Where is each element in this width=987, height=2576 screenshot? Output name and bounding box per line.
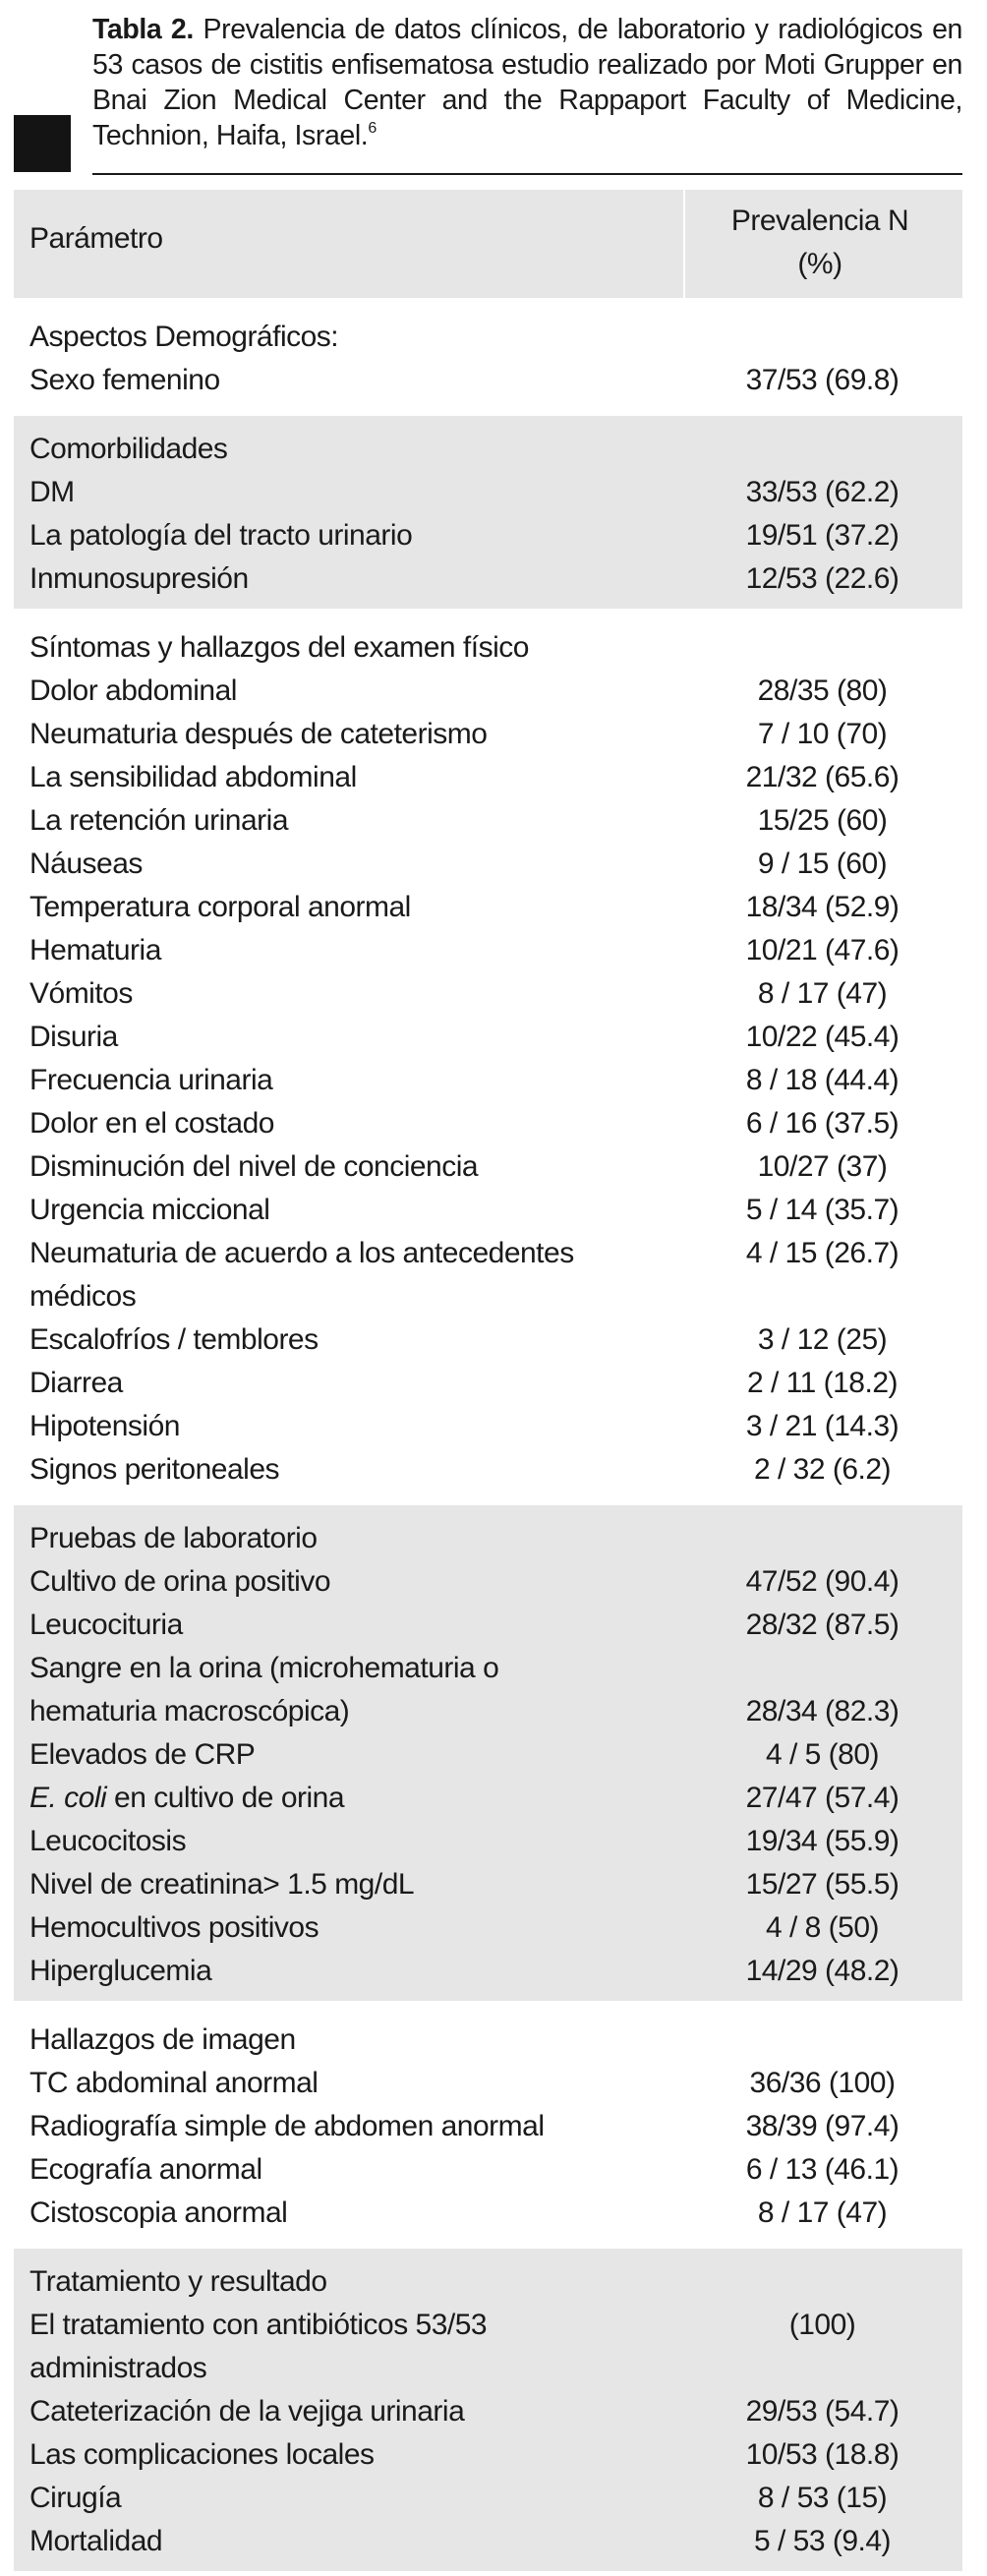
- row-label: La sensibilidad abdominal: [29, 761, 357, 793]
- table-row: [14, 1906, 962, 1950]
- table-row: [14, 471, 962, 514]
- row-label: El tratamiento con antibióticos 53/53: [29, 2309, 488, 2341]
- caption-text: Prevalencia de datos clínicos, de laboratorio y radiológicos en 53 casos de cistitis enfisematosa estudio realizado por Moti Grupper en Bnai Zion Medical Center and the Rappaport Faculty of Medicine, Technion, Haifa, Israel.: [92, 14, 963, 151]
- row-label: Dolor abdominal: [29, 674, 237, 707]
- row-label: La retención urinaria: [29, 804, 289, 837]
- row-value: 36/36 (100): [749, 2067, 896, 2099]
- header-prevalence-line1: Prevalencia N: [730, 205, 909, 237]
- table-row: [14, 1733, 962, 1777]
- row-label: hematuria macroscópica): [29, 1695, 350, 1727]
- table-row: [14, 713, 962, 756]
- table-row: [14, 2192, 962, 2235]
- table-row: [14, 929, 962, 972]
- row-label: Nivel de creatinina> 1.5 mg/dL: [29, 1868, 415, 1901]
- section-title: Hallazgos de imagen: [29, 2023, 296, 2056]
- row-label: [14, 1777, 682, 1820]
- row-label: Hipotensión: [29, 1410, 180, 1442]
- row-value: 27/47 (57.4): [745, 1782, 900, 1814]
- row-value: 2 / 11 (18.2): [746, 1367, 899, 1399]
- row-label: Urgencia miccional: [29, 1194, 270, 1226]
- row-label: Leucocitosis: [29, 1825, 187, 1857]
- row-label: médicos: [29, 1280, 137, 1313]
- row-label: Temperatura corporal anormal: [29, 891, 411, 923]
- row-value: 5 / 53 (9.4): [753, 2525, 892, 2557]
- table-section: [14, 304, 962, 410]
- row-label-text: en cultivo de orina: [106, 1782, 345, 1814]
- row-value: 37/53 (69.8): [745, 364, 900, 396]
- row-label: Cultivo de orina positivo: [29, 1565, 331, 1598]
- row-label: administrados: [29, 2352, 207, 2384]
- caption-label: Tabla 2.: [92, 14, 194, 45]
- row-value: 12/53 (22.6): [745, 562, 900, 595]
- table-row: [14, 1820, 962, 1863]
- table-row: [14, 972, 962, 1016]
- table-row: [14, 2148, 962, 2192]
- table-row: [14, 557, 962, 601]
- row-label: Hematuria: [29, 934, 161, 966]
- row-label: Frecuencia urinaria: [29, 1064, 273, 1096]
- table-row: [14, 756, 962, 799]
- row-label: Sexo femenino: [29, 364, 220, 396]
- row-label: Inmunosupresión: [29, 562, 249, 595]
- row-value: 6 / 16 (37.5): [745, 1107, 900, 1140]
- section-title: Comorbilidades: [29, 433, 228, 465]
- row-value: 29/53 (54.7): [745, 2395, 900, 2428]
- table-row: [14, 1950, 962, 1993]
- table-row: [14, 1102, 962, 1145]
- row-value: 18/34 (52.9): [745, 891, 900, 923]
- row-value: 4 / 15 (26.7): [745, 1237, 900, 1269]
- caption-rule: [92, 173, 962, 175]
- row-label: La patología del tracto urinario: [29, 519, 413, 552]
- table-caption: [92, 12, 962, 153]
- table-row: [14, 1405, 962, 1448]
- row-value: 8 / 17 (47): [757, 977, 888, 1010]
- row-label: Disuria: [29, 1021, 118, 1053]
- row-label: TC abdominal anormal: [29, 2067, 319, 2099]
- section-title: Aspectos Demográficos:: [29, 321, 339, 353]
- row-value: 47/52 (90.4): [745, 1565, 900, 1598]
- row-value: 28/34 (82.3): [745, 1695, 900, 1727]
- table-header: [14, 190, 962, 298]
- row-label: Diarrea: [29, 1367, 123, 1399]
- table-section: [14, 416, 962, 609]
- row-label: Neumaturia de acuerdo a los antecedentes: [29, 1237, 574, 1269]
- row-label: Cistoscopia anormal: [29, 2196, 288, 2229]
- table-row: [14, 1362, 962, 1405]
- table-row: [14, 886, 962, 929]
- table-row: [14, 1690, 962, 1733]
- row-value: 38/39 (97.4): [745, 2110, 900, 2142]
- row-label-italic: E. coli: [29, 1782, 107, 1814]
- table-row: [14, 1232, 962, 1275]
- row-label: Cirugía: [29, 2482, 122, 2514]
- row-label: Vómitos: [29, 977, 133, 1010]
- row-value: 33/53 (62.2): [745, 476, 900, 508]
- table-row: [14, 1145, 962, 1189]
- row-label: Leucocituria: [29, 1609, 183, 1641]
- table-row: [14, 359, 962, 402]
- table-section: [14, 615, 962, 1499]
- row-label: Ecografía anormal: [29, 2153, 262, 2186]
- table-row: [14, 1275, 962, 1318]
- row-value: 15/27 (55.5): [745, 1868, 900, 1901]
- row-value: 8 / 18 (44.4): [745, 1064, 900, 1096]
- row-label: Dolor en el costado: [29, 1107, 274, 1140]
- row-value: 2 / 32 (6.2): [753, 1453, 892, 1486]
- row-value: 28/35 (80): [757, 674, 888, 707]
- row-value: 15/25 (60): [757, 804, 888, 837]
- table-row: [14, 843, 962, 886]
- row-value: 8 / 17 (47): [757, 2196, 888, 2229]
- table-row: [14, 2347, 962, 2390]
- header-parameter: Parámetro: [29, 222, 163, 255]
- section-title: Síntomas y hallazgos del examen físico: [29, 631, 529, 664]
- row-label: Disminución del nivel de conciencia: [29, 1150, 479, 1183]
- row-label: Hiperglucemia: [29, 1955, 212, 1987]
- row-value: 28/32 (87.5): [745, 1609, 900, 1641]
- table-section: [14, 1505, 962, 2001]
- table-row: [14, 2304, 962, 2347]
- table-row: [14, 1863, 962, 1906]
- header-prevalence-line2: (%): [797, 248, 842, 280]
- table-row: [14, 2433, 962, 2477]
- table-row: [14, 2105, 962, 2148]
- row-label: DM: [29, 476, 75, 508]
- table-row: [14, 1647, 962, 1690]
- caption-reference: 6: [368, 120, 377, 137]
- row-value: 3 / 21 (14.3): [745, 1410, 900, 1442]
- table-row: [14, 2390, 962, 2433]
- section-title: Pruebas de laboratorio: [29, 1522, 318, 1554]
- row-label: Cateterización de la vejiga urinaria: [29, 2395, 465, 2428]
- table-row: [14, 1604, 962, 1647]
- table-row: [14, 2062, 962, 2105]
- table-row: [14, 1016, 962, 1059]
- table-row: [14, 1318, 962, 1362]
- row-label: Signos peritoneales: [29, 1453, 280, 1486]
- header-prevalence: [682, 200, 958, 286]
- row-label: Radiografía simple de abdomen anormal: [29, 2110, 545, 2142]
- row-value: 8 / 53 (15): [757, 2482, 888, 2514]
- table-row: [14, 2477, 962, 2520]
- row-label: Mortalidad: [29, 2525, 163, 2557]
- table-row: [14, 1189, 962, 1232]
- row-label: Hemocultivos positivos: [29, 1911, 319, 1944]
- table-row: [14, 1448, 962, 1492]
- prevalence-table: [14, 190, 962, 2571]
- table-row: [14, 799, 962, 843]
- row-label: Náuseas: [29, 848, 143, 880]
- row-label: Las complicaciones locales: [29, 2438, 375, 2471]
- table-row: [14, 1777, 962, 1820]
- table-row: [14, 670, 962, 713]
- table-section: [14, 2007, 962, 2243]
- section-title: Tratamiento y resultado: [29, 2265, 327, 2298]
- row-value: 4 / 5 (80): [765, 1738, 880, 1771]
- row-value: 4 / 8 (50): [765, 1911, 880, 1944]
- row-value: 19/34 (55.9): [745, 1825, 900, 1857]
- table-row: [14, 2520, 962, 2563]
- row-label: Escalofríos / temblores: [29, 1323, 319, 1356]
- row-value: 5 / 14 (35.7): [745, 1194, 900, 1226]
- row-value: (100): [788, 2309, 856, 2341]
- row-value: 9 / 15 (60): [757, 848, 888, 880]
- row-value: 10/27 (37): [757, 1150, 888, 1183]
- row-value: 10/21 (47.6): [745, 934, 900, 966]
- table-row: [14, 1059, 962, 1102]
- table-row: [14, 1560, 962, 1604]
- row-label: Sangre en la orina (microhematuria o: [29, 1652, 499, 1684]
- table-section: [14, 2249, 962, 2571]
- row-label: Elevados de CRP: [29, 1738, 256, 1771]
- row-value: 10/22 (45.4): [745, 1021, 900, 1053]
- row-label: Neumaturia después de cateterismo: [29, 718, 488, 750]
- row-value: 6 / 13 (46.1): [745, 2153, 900, 2186]
- row-value: 21/32 (65.6): [745, 761, 900, 793]
- table-body: [14, 298, 962, 2571]
- table-row: [14, 514, 962, 557]
- row-value: 10/53 (18.8): [745, 2438, 900, 2471]
- row-value: 3 / 12 (25): [757, 1323, 888, 1356]
- decorative-block: [14, 115, 71, 172]
- row-value: 7 / 10 (70): [757, 718, 888, 750]
- row-value: 19/51 (37.2): [745, 519, 900, 552]
- row-value: 14/29 (48.2): [745, 1955, 900, 1987]
